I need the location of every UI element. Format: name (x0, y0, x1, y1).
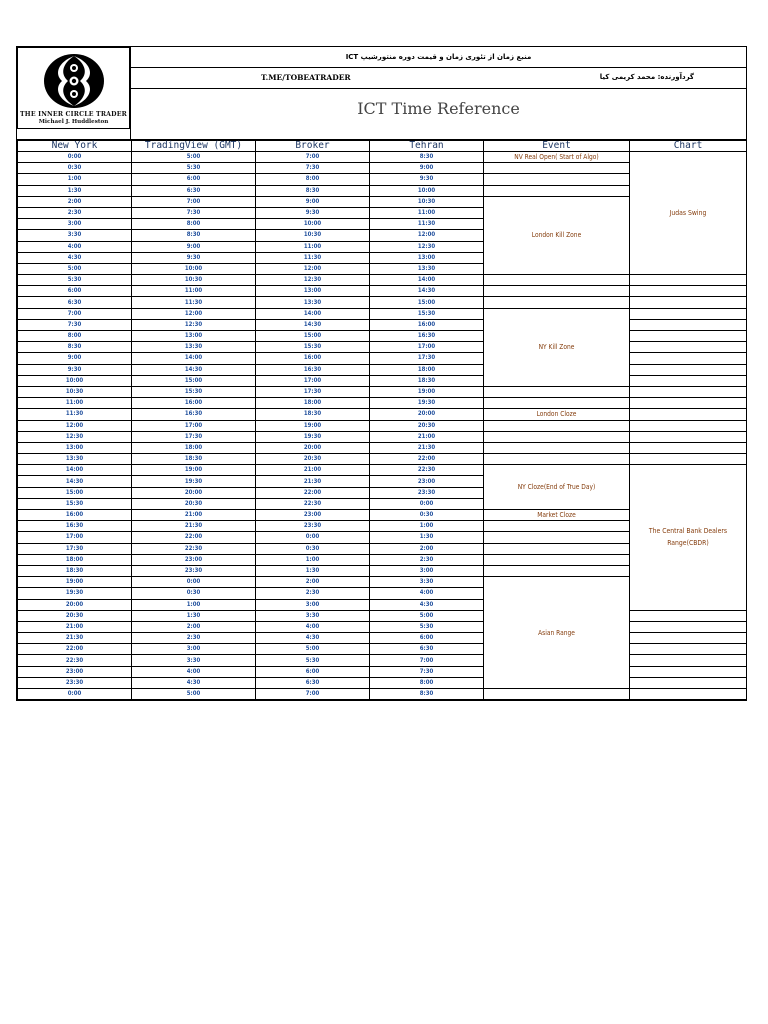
cell-tehran: 17:00 (370, 342, 484, 353)
cell-tehran: 22:00 (370, 454, 484, 465)
cell-broker: 15:30 (256, 342, 370, 353)
cell-broker: 16:00 (256, 353, 370, 364)
cell-chart (630, 610, 747, 621)
cell-broker: 18:00 (256, 398, 370, 409)
cell-new-york: 20:00 (18, 599, 132, 610)
cell-event: Asian Range (484, 577, 630, 689)
page-title: ICT Time Reference (357, 99, 520, 118)
cell-broker: 19:30 (256, 431, 370, 442)
cell-tehran: 22:30 (370, 465, 484, 476)
cell-tehran: 7:00 (370, 655, 484, 666)
cell-tehran: 7:30 (370, 666, 484, 677)
cell-tradingview: 19:00 (132, 465, 256, 476)
cell-tradingview: 7:30 (132, 207, 256, 218)
cell-event (484, 185, 630, 196)
cell-chart (630, 331, 747, 342)
cell-tehran: 8:30 (370, 689, 484, 700)
cell-broker: 20:00 (256, 442, 370, 453)
cell-tradingview: 14:30 (132, 364, 256, 375)
cell-new-york: 22:00 (18, 644, 132, 655)
cell-tehran: 4:30 (370, 599, 484, 610)
table-row (18, 689, 747, 700)
cell-tehran: 14:30 (370, 286, 484, 297)
cell-tehran: 15:30 (370, 308, 484, 319)
cell-broker: 8:30 (256, 185, 370, 196)
cell-tehran: 23:30 (370, 487, 484, 498)
cell-tehran: 17:30 (370, 353, 484, 364)
cell-tradingview: 18:00 (132, 442, 256, 453)
cell-broker: 10:30 (256, 230, 370, 241)
cell-new-york: 13:00 (18, 442, 132, 453)
cell-tehran: 0:30 (370, 510, 484, 521)
cell-broker: 13:30 (256, 297, 370, 308)
cell-event (484, 163, 630, 174)
table-body (18, 152, 747, 700)
col-header-event: Event (484, 141, 630, 152)
cell-new-york: 7:30 (18, 319, 132, 330)
cell-chart (630, 364, 747, 375)
cell-event (484, 521, 630, 532)
cell-new-york: 18:00 (18, 554, 132, 565)
cell-tradingview: 14:00 (132, 353, 256, 364)
cell-chart (630, 666, 747, 677)
cell-tehran: 21:00 (370, 431, 484, 442)
cell-tradingview: 22:00 (132, 532, 256, 543)
cell-tehran: 6:30 (370, 644, 484, 655)
table-row (18, 655, 747, 666)
cell-chart (630, 308, 747, 319)
cell-tehran: 8:00 (370, 677, 484, 688)
cell-tradingview: 5:30 (132, 163, 256, 174)
cell-tehran: 11:00 (370, 207, 484, 218)
cell-chart (630, 275, 747, 286)
telegram-handle: T.ME/TOBEATRADER (261, 73, 351, 82)
cell-event (484, 532, 630, 543)
cell-broker: 9:00 (256, 196, 370, 207)
cell-broker: 7:00 (256, 152, 370, 163)
cell-new-york: 17:00 (18, 532, 132, 543)
table-row (18, 308, 747, 319)
cell-chart: Judas Swing (630, 152, 747, 275)
cell-broker: 3:00 (256, 599, 370, 610)
cell-new-york: 9:30 (18, 364, 132, 375)
cell-tehran: 19:00 (370, 386, 484, 397)
table-row (18, 677, 747, 688)
cell-new-york: 6:30 (18, 297, 132, 308)
table-row (18, 465, 747, 476)
cell-event (484, 275, 630, 286)
cell-broker: 6:00 (256, 666, 370, 677)
cell-broker: 19:00 (256, 420, 370, 431)
cell-event (484, 442, 630, 453)
cell-new-york: 20:30 (18, 610, 132, 621)
cell-chart (630, 297, 747, 308)
cell-chart (630, 319, 747, 330)
cell-chart (630, 431, 747, 442)
cell-new-york: 7:00 (18, 308, 132, 319)
cell-broker: 15:00 (256, 331, 370, 342)
cell-tradingview: 10:00 (132, 263, 256, 274)
cell-new-york: 23:30 (18, 677, 132, 688)
cell-new-york: 8:30 (18, 342, 132, 353)
cell-new-york: 11:30 (18, 409, 132, 420)
ict-emblem-icon (42, 52, 106, 110)
cell-tradingview: 3:30 (132, 655, 256, 666)
cell-new-york: 2:00 (18, 196, 132, 207)
table-header-row (18, 141, 747, 152)
table-row (18, 297, 747, 308)
cell-tradingview: 4:00 (132, 666, 256, 677)
cell-tehran: 3:00 (370, 565, 484, 576)
cell-chart (630, 442, 747, 453)
cell-tehran: 10:30 (370, 196, 484, 207)
cell-broker: 14:30 (256, 319, 370, 330)
cell-tradingview: 11:30 (132, 297, 256, 308)
cell-event: Market Cloze (484, 510, 630, 521)
cell-broker: 17:30 (256, 386, 370, 397)
cell-event (484, 297, 630, 308)
ict-logo (17, 47, 130, 129)
col-header-new-york: New York (18, 141, 132, 152)
cell-new-york: 8:00 (18, 331, 132, 342)
cell-broker: 0:00 (256, 532, 370, 543)
table-row (18, 364, 747, 375)
cell-tehran: 18:00 (370, 364, 484, 375)
cell-new-york: 15:00 (18, 487, 132, 498)
cell-tehran: 21:30 (370, 442, 484, 453)
cell-broker: 6:30 (256, 677, 370, 688)
table-row (18, 386, 747, 397)
table-row (18, 633, 747, 644)
cell-tehran: 16:30 (370, 331, 484, 342)
cell-tradingview: 0:00 (132, 577, 256, 588)
time-reference-table (17, 140, 747, 700)
cell-tehran: 2:30 (370, 554, 484, 565)
cell-event: NY Cloze(End of True Day) (484, 465, 630, 510)
cell-new-york: 14:30 (18, 476, 132, 487)
cell-tehran: 19:30 (370, 398, 484, 409)
cell-tehran: 4:00 (370, 588, 484, 599)
table-row (18, 319, 747, 330)
cell-broker: 0:30 (256, 543, 370, 554)
cell-new-york: 21:30 (18, 633, 132, 644)
cell-tradingview: 22:30 (132, 543, 256, 554)
cell-tehran: 16:00 (370, 319, 484, 330)
cell-tehran: 20:30 (370, 420, 484, 431)
cell-new-york: 4:30 (18, 252, 132, 263)
table-row (18, 398, 747, 409)
cell-broker: 1:30 (256, 565, 370, 576)
cell-tradingview: 2:00 (132, 621, 256, 632)
cell-broker: 21:30 (256, 476, 370, 487)
cell-broker: 21:00 (256, 465, 370, 476)
cell-tradingview: 20:30 (132, 498, 256, 509)
cell-broker: 2:00 (256, 577, 370, 588)
cell-tradingview: 6:30 (132, 185, 256, 196)
cell-event (484, 543, 630, 554)
cell-chart (630, 409, 747, 420)
cell-event: London Cloze (484, 409, 630, 420)
table-row (18, 621, 747, 632)
cell-new-york: 18:30 (18, 565, 132, 576)
cell-broker: 12:00 (256, 263, 370, 274)
cell-broker: 5:00 (256, 644, 370, 655)
cell-tehran: 9:30 (370, 174, 484, 185)
cell-new-york: 19:00 (18, 577, 132, 588)
cell-tradingview: 20:00 (132, 487, 256, 498)
cell-event (484, 386, 630, 397)
cell-tehran: 9:00 (370, 163, 484, 174)
cell-chart (630, 286, 747, 297)
table-row (18, 420, 747, 431)
cell-tehran: 20:00 (370, 409, 484, 420)
cell-tradingview: 18:30 (132, 454, 256, 465)
cell-tradingview: 6:00 (132, 174, 256, 185)
cell-new-york: 13:30 (18, 454, 132, 465)
cell-tradingview: 8:30 (132, 230, 256, 241)
cell-event (484, 398, 630, 409)
cell-broker: 11:30 (256, 252, 370, 263)
cell-event (484, 554, 630, 565)
cell-tradingview: 15:30 (132, 386, 256, 397)
cell-tehran: 1:30 (370, 532, 484, 543)
cell-broker: 2:30 (256, 588, 370, 599)
ict-reference-sheet (16, 46, 747, 701)
cell-broker: 4:00 (256, 621, 370, 632)
table-row (18, 610, 747, 621)
cell-new-york: 1:00 (18, 174, 132, 185)
table-row (18, 331, 747, 342)
cell-new-york: 11:00 (18, 398, 132, 409)
cell-tradingview: 17:30 (132, 431, 256, 442)
cell-new-york: 12:30 (18, 431, 132, 442)
cell-new-york: 15:30 (18, 498, 132, 509)
table-row (18, 286, 747, 297)
cell-chart (630, 454, 747, 465)
cell-chart (630, 375, 747, 386)
cell-tehran: 23:00 (370, 476, 484, 487)
cell-broker: 10:00 (256, 219, 370, 230)
cell-broker: 23:30 (256, 521, 370, 532)
cell-event (484, 286, 630, 297)
table-row (18, 409, 747, 420)
sheet-header (17, 47, 746, 140)
logo-author-name: Michael J. Huddleston (38, 119, 109, 125)
cell-new-york: 4:00 (18, 241, 132, 252)
cell-new-york: 3:30 (18, 230, 132, 241)
source-line: منبع زمان از تئوری زمان و قیمت دوره منتورشیپ ICT (131, 47, 746, 68)
cell-tehran: 2:00 (370, 543, 484, 554)
table-row (18, 275, 747, 286)
cell-tehran: 13:00 (370, 252, 484, 263)
cell-chart: The Central Bank Dealers Range(CBDR) (630, 465, 747, 610)
cell-chart (630, 644, 747, 655)
cell-broker: 17:00 (256, 375, 370, 386)
cell-broker: 12:30 (256, 275, 370, 286)
cell-tehran: 15:00 (370, 297, 484, 308)
cell-chart (630, 621, 747, 632)
cell-broker: 16:30 (256, 364, 370, 375)
cell-chart (630, 689, 747, 700)
cell-tradingview: 11:00 (132, 286, 256, 297)
cell-broker: 3:30 (256, 610, 370, 621)
cell-tehran: 5:00 (370, 610, 484, 621)
cell-tradingview: 13:00 (132, 331, 256, 342)
cell-tradingview: 8:00 (132, 219, 256, 230)
cell-broker: 11:00 (256, 241, 370, 252)
cell-tradingview: 2:30 (132, 633, 256, 644)
cell-tradingview: 9:30 (132, 252, 256, 263)
cell-new-york: 10:30 (18, 386, 132, 397)
cell-tradingview: 12:00 (132, 308, 256, 319)
table-row (18, 644, 747, 655)
cell-new-york: 6:00 (18, 286, 132, 297)
table-row (18, 666, 747, 677)
cell-new-york: 0:00 (18, 152, 132, 163)
cell-tradingview: 1:30 (132, 610, 256, 621)
cell-tradingview: 16:00 (132, 398, 256, 409)
cell-tradingview: 23:30 (132, 565, 256, 576)
cell-tradingview: 1:00 (132, 599, 256, 610)
cell-chart (630, 677, 747, 688)
cell-tehran: 0:00 (370, 498, 484, 509)
cell-broker: 1:00 (256, 554, 370, 565)
cell-new-york: 0:30 (18, 163, 132, 174)
cell-tradingview: 4:30 (132, 677, 256, 688)
cell-broker: 14:00 (256, 308, 370, 319)
cell-event (484, 174, 630, 185)
col-header-broker: Broker (256, 141, 370, 152)
cell-new-york: 22:30 (18, 655, 132, 666)
cell-chart (630, 633, 747, 644)
cell-event: NV Real Open( Start of Algo) (484, 152, 630, 163)
cell-tradingview: 21:00 (132, 510, 256, 521)
cell-new-york: 14:00 (18, 465, 132, 476)
cell-tradingview: 7:00 (132, 196, 256, 207)
cell-new-york: 1:30 (18, 185, 132, 196)
cell-new-york: 23:00 (18, 666, 132, 677)
cell-new-york: 16:30 (18, 521, 132, 532)
cell-tradingview: 12:30 (132, 319, 256, 330)
cell-broker: 20:30 (256, 454, 370, 465)
cell-new-york: 3:00 (18, 219, 132, 230)
cell-new-york: 2:30 (18, 207, 132, 218)
cell-broker: 5:30 (256, 655, 370, 666)
cell-tradingview: 10:30 (132, 275, 256, 286)
cell-broker: 7:00 (256, 689, 370, 700)
cell-tehran: 12:00 (370, 230, 484, 241)
cell-event: London Kill Zone (484, 196, 630, 274)
cell-chart (630, 655, 747, 666)
cell-tradingview: 23:00 (132, 554, 256, 565)
cell-broker: 4:30 (256, 633, 370, 644)
cell-chart (630, 398, 747, 409)
cell-tehran: 8:30 (370, 152, 484, 163)
cell-event (484, 420, 630, 431)
cell-tehran: 18:30 (370, 375, 484, 386)
table-row (18, 442, 747, 453)
cell-tradingview: 17:00 (132, 420, 256, 431)
col-header-tradingview: TradingView (GMT) (132, 141, 256, 152)
cell-new-york: 12:00 (18, 420, 132, 431)
cell-chart (630, 420, 747, 431)
cell-new-york: 0:00 (18, 689, 132, 700)
cell-chart (630, 342, 747, 353)
cell-event (484, 431, 630, 442)
cell-tradingview: 16:30 (132, 409, 256, 420)
cell-broker: 9:30 (256, 207, 370, 218)
cell-event (484, 565, 630, 576)
table-row (18, 431, 747, 442)
compiler-credit: گردآورنده: محمد کریمی کیا (599, 73, 694, 81)
cell-broker: 22:00 (256, 487, 370, 498)
cell-broker: 7:30 (256, 163, 370, 174)
cell-chart (630, 353, 747, 364)
cell-tehran: 11:30 (370, 219, 484, 230)
cell-tehran: 12:30 (370, 241, 484, 252)
cell-tehran: 3:30 (370, 577, 484, 588)
cell-event: NY Kill Zone (484, 308, 630, 386)
cell-tehran: 5:30 (370, 621, 484, 632)
cell-tehran: 6:00 (370, 633, 484, 644)
cell-new-york: 5:30 (18, 275, 132, 286)
cell-event (484, 689, 630, 700)
cell-tradingview: 5:00 (132, 689, 256, 700)
cell-tradingview: 5:00 (132, 152, 256, 163)
cell-tehran: 10:00 (370, 185, 484, 196)
cell-new-york: 9:00 (18, 353, 132, 364)
table-row (18, 342, 747, 353)
cell-tradingview: 21:30 (132, 521, 256, 532)
cell-tehran: 13:30 (370, 263, 484, 274)
cell-new-york: 21:00 (18, 621, 132, 632)
cell-new-york: 19:30 (18, 588, 132, 599)
col-header-chart: Chart (630, 141, 747, 152)
table-row (18, 454, 747, 465)
cell-chart (630, 386, 747, 397)
table-row (18, 152, 747, 163)
cell-tradingview: 15:00 (132, 375, 256, 386)
cell-new-york: 5:00 (18, 263, 132, 274)
cell-event (484, 454, 630, 465)
cell-broker: 18:30 (256, 409, 370, 420)
cell-broker: 23:00 (256, 510, 370, 521)
header-info (130, 47, 746, 139)
handle-row (131, 68, 746, 89)
logo-brand-name: THE INNER CIRCLE TRADER (19, 111, 128, 118)
cell-tradingview: 9:00 (132, 241, 256, 252)
cell-tradingview: 13:30 (132, 342, 256, 353)
cell-broker: 22:30 (256, 498, 370, 509)
cell-tradingview: 0:30 (132, 588, 256, 599)
cell-new-york: 10:00 (18, 375, 132, 386)
table-row (18, 353, 747, 364)
col-header-tehran: Tehran (370, 141, 484, 152)
cell-tradingview: 3:00 (132, 644, 256, 655)
cell-broker: 8:00 (256, 174, 370, 185)
cell-tradingview: 19:30 (132, 476, 256, 487)
cell-tehran: 14:00 (370, 275, 484, 286)
table-row (18, 375, 747, 386)
cell-tehran: 1:00 (370, 521, 484, 532)
cell-new-york: 16:00 (18, 510, 132, 521)
cell-broker: 13:00 (256, 286, 370, 297)
cell-new-york: 17:30 (18, 543, 132, 554)
